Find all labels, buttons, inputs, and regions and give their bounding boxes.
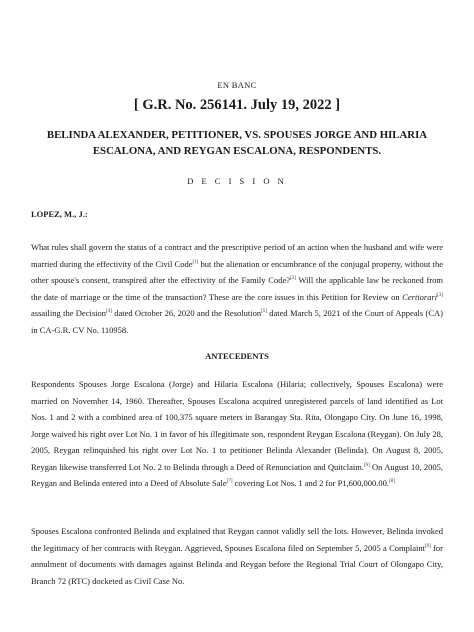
footnote-ref[interactable]: [7]	[226, 479, 233, 485]
text-run: for annulment of documents with damages against Belinda and Reygan before the Regional Trial Court of Olongapo City, Branch 72 (RTC) docketed as Civil Case No.	[31, 542, 443, 586]
text-run: dated October 26, 2020 and the Resolution	[111, 308, 262, 318]
footnote-ref[interactable]: [1]	[192, 259, 199, 265]
paragraph-antecedents-2	[31, 523, 443, 589]
footnote-ref[interactable]: [6]	[363, 462, 370, 468]
case-parties: BELINDA ALEXANDER, PETITIONER, VS. SPOUSES JORGE AND HILARIA ESCALONA, AND REYGAN ESCALONA, RESPONDENTS.	[46, 129, 428, 157]
text-run: covering Lot Nos. 1 and 2 for P1,600,000.00.	[232, 478, 390, 488]
text-run: Respondents Spouses Jorge Escalona (Jorge) and Hilaria Escalona (Hilaria; collectively, Spouses Escalona) were married on November 14, 1960. Thereafter, Spouses Escalona acquired unregistered parcels of land identified as Lot Nos. 1 and 2 with a combined area of 100,375 square meters in Barangay Sta. Rita, Olongapo City. On June 16, 1998, Jorge waived his right over Lot No. 1 in favor of his illegitimate son, respondent Reygan Escalona (Reygan). On July 28, 2005, Reygan relinquished his right over Lot No. 1 to petitioner Belinda Alexander (Belinda). On August 8, 2005, Reygan likewise transferred Lot No. 2 to Belinda through a Deed of Renunciation and Quitclaim.	[31, 379, 444, 472]
text-run: dated March 5, 2021 of the Court of Appeals (CA) in CA-G.R. CV No. 110958.	[31, 308, 443, 335]
footnote-ref[interactable]: [5]	[261, 309, 267, 315]
decision-label: D E C I S I O N	[187, 176, 287, 186]
footnote-ref[interactable]: [9]	[424, 543, 431, 549]
footnote-ref[interactable]: [4]	[106, 309, 112, 315]
text-run: but the alienation or encumbrance of the conjugal property, without the other spouse's consent, transpired after the effectivity of the Family Code?	[31, 258, 443, 285]
text-run: Will the applicable law be reckoned from the date of marriage or the time of the transaction? These are the core issues in this Petition for Review on	[31, 275, 443, 302]
footnote-ref[interactable]: [3]	[437, 292, 443, 298]
footnote-ref[interactable]: [2]	[290, 276, 296, 282]
text-run-italic: Certiorari	[402, 291, 438, 302]
ponente: LOPEZ, M., J.:	[31, 209, 88, 219]
paragraph-antecedents-1	[31, 376, 443, 492]
court-division: EN BANC	[217, 80, 257, 90]
paragraph-intro	[31, 239, 443, 338]
footnote-ref[interactable]: [8]	[389, 479, 395, 485]
text-run: assailing the Decision	[31, 308, 107, 318]
text-run: On August 10, 2005, Reygan and Belinda entered into a Deed of Absolute Sale	[31, 461, 443, 488]
case-number-title: [ G.R. No. 256141. July 19, 2022 ]	[133, 97, 341, 113]
text-run: Spouses Escalona confronted Belinda and explained that Reygan cannot validly sell the lots. However, Belinda invoked the legitimacy of her contracts with Reygan. Aggrieved, Spouses Escalona filed on September 5, 2005 a Complaint	[31, 526, 443, 553]
section-heading-antecedents: ANTECEDENTS	[205, 351, 269, 361]
text-run: What rules shall govern the status of a contract and the prescriptive period of an action when the husband and wife were married during the effectivity of the Civil Code	[31, 242, 443, 269]
